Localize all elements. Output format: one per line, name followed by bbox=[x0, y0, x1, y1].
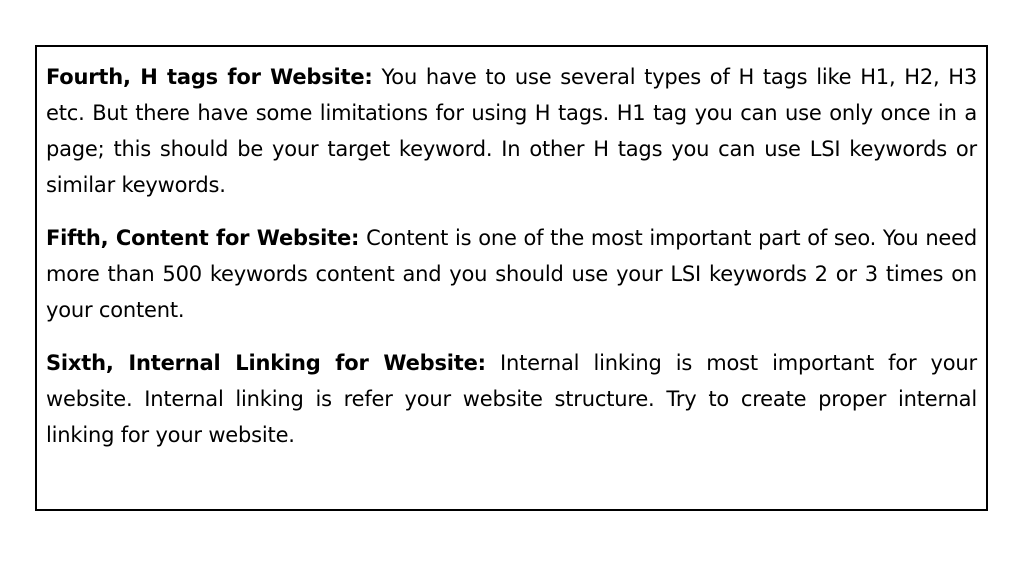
paragraph-content bbox=[46, 220, 977, 328]
paragraph-h-tags bbox=[46, 59, 977, 203]
paragraph-heading: Fifth, Content for Website: bbox=[46, 226, 360, 250]
paragraph-body: Content is one of the most important part of seo. You need more than 500 keywords content and you should use your LSI keywords 2 or 3 times on your content. bbox=[46, 226, 977, 322]
paragraph-body: Internal linking is most important for your website. Internal linking is refer your website structure. Try to create proper internal linking for your website. bbox=[46, 351, 977, 447]
paragraph-heading: Fourth, H tags for Website: bbox=[46, 65, 373, 89]
paragraph-internal-linking bbox=[46, 345, 977, 453]
paragraph-body: You have to use several types of H tags like H1, H2, H3 etc. But there have some limitations for using H tags. H1 tag you can use only once in a page; this should be your target keyword. In other H tags you can use LSI keywords or similar keywords. bbox=[46, 65, 978, 197]
paragraph-heading: Sixth, Internal Linking for Website: bbox=[46, 351, 486, 375]
content-box bbox=[35, 45, 988, 511]
